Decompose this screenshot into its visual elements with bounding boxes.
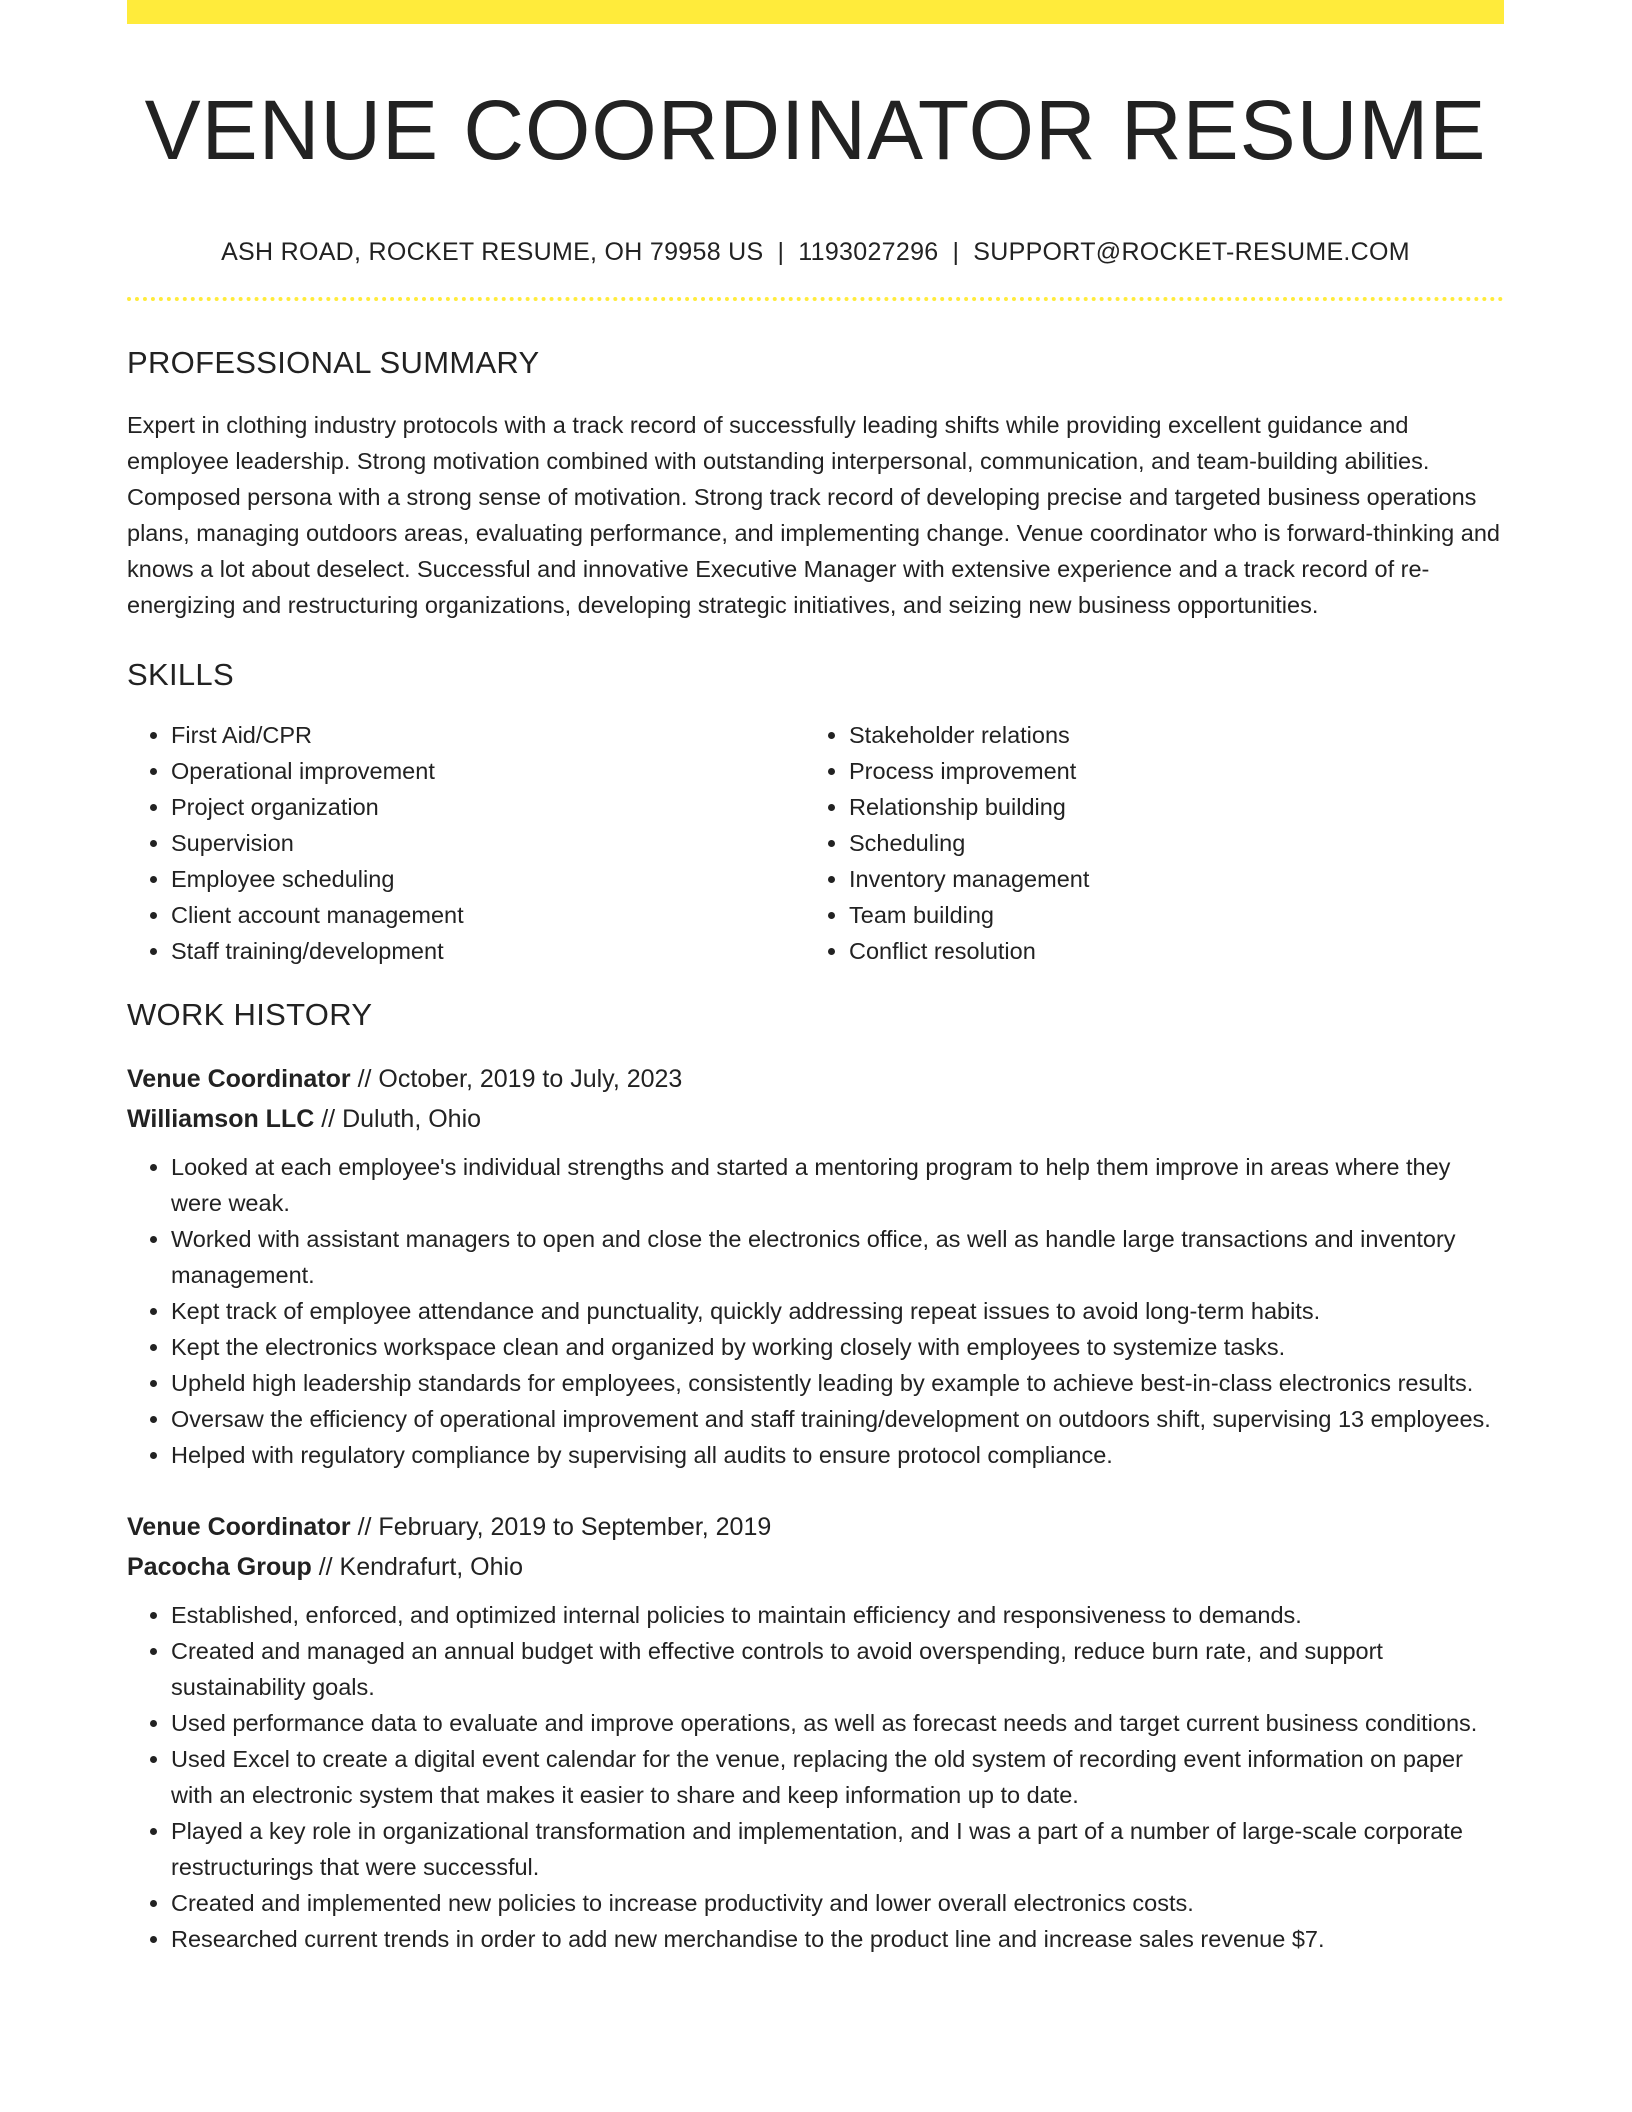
skills-list-left [127,717,805,969]
job-location: // Kendrafurt, Ohio [311,1553,523,1582]
job-title: Venue Coordinator [127,1065,351,1094]
skill-item: • Team building [849,897,1483,933]
job-duties [127,1149,1504,1473]
skill-item: • Process improvement [849,753,1483,789]
skill-item: • Operational improvement [171,753,805,789]
skill-item: • Inventory management [849,861,1483,897]
duty-item: • Looked at each employee's individual strengths and started a mentoring program to help them improve in areas where they were weak. [171,1149,1504,1221]
duty-item: • Created and managed an annual budget with effective controls to avoid overspending, reduce burn rate, and support sustainability goals. [171,1633,1504,1705]
summary-heading: PROFESSIONAL SUMMARY [127,345,540,381]
job-title-line [127,1059,1504,1099]
skill-item: • First Aid/CPR [171,717,805,753]
skill-item: • Stakeholder relations [849,717,1483,753]
skill-item: • Relationship building [849,789,1483,825]
job-duties [127,1597,1504,1957]
job-title-line [127,1507,1504,1547]
duty-item: • Created and implemented new policies to increase productivity and lower overall electronics costs. [171,1885,1504,1921]
job-location: // Duluth, Ohio [314,1105,482,1134]
duty-item: • Upheld high leadership standards for employees, consistently leading by example to achieve best-in-class electronics results. [171,1365,1504,1401]
job-dates: // February, 2019 to September, 2019 [350,1513,772,1542]
duty-item: • Used performance data to evaluate and improve operations, as well as forecast needs and target current business conditions. [171,1705,1504,1741]
job-company-line [127,1547,1504,1587]
contact-separator: | [952,238,960,267]
duty-item: • Kept track of employee attendance and punctuality, quickly addressing repeat issues to avoid long-term habits. [171,1293,1504,1329]
duty-item: • Established, enforced, and optimized internal policies to maintain efficiency and responsiveness to demands. [171,1597,1504,1633]
duty-item: • Helped with regulatory compliance by supervising all audits to ensure protocol compliance. [171,1437,1504,1473]
job-company: Pacocha Group [127,1553,312,1582]
skill-item: • Employee scheduling [171,861,805,897]
job-company: Williamson LLC [127,1105,315,1134]
skill-item: • Conflict resolution [849,933,1483,969]
skill-item: • Project organization [171,789,805,825]
job-dates: // October, 2019 to July, 2023 [350,1065,683,1094]
accent-top-bar [127,0,1504,24]
job-title: Venue Coordinator [127,1513,351,1542]
contact-line [127,238,1504,267]
job-entry [127,1507,1504,1957]
skill-item: • Supervision [171,825,805,861]
duty-item: • Kept the electronics workspace clean and organized by working closely with employees to systemize tasks. [171,1329,1504,1365]
summary-text: Expert in clothing industry protocols with a track record of successfully leading shifts while providing excellent guidance and employee leadership. Strong motivation combined with outstanding interpersonal, communication, and team-building abilities. Composed persona with a strong sense of motivation. Strong track record of developing precise and targeted business operations plans, managing outdoors areas, evaluating performance, and implementing change. Venue coordinator who is forward-thinking and knows a lot about deselect. Successful and innovative Executive Manager with extensive experience and a track record of re-energizing and restructuring organizations, developing strategic initiatives, and seizing new business opportunities. [127,412,1500,619]
duty-item: • Researched current trends in order to add new merchandise to the product line and increase sales revenue $7. [171,1921,1504,1957]
skill-item: • Client account management [171,897,805,933]
resume-title: VENUE COORDINATOR RESUME [144,83,1487,177]
skills-heading: SKILLS [127,657,234,693]
skill-item: • Staff training/development [171,933,805,969]
job-company-line [127,1099,1504,1139]
dotted-divider [127,297,1504,301]
job-entry [127,1059,1504,1473]
skills-list-right [805,717,1483,969]
duty-item: • Played a key role in organizational transformation and implementation, and I was a part of a number of large-scale corporate restructurings that were successful. [171,1813,1504,1885]
skills-grid [127,717,1504,969]
skill-item: • Scheduling [849,825,1483,861]
resume-page [127,0,1504,1957]
contact-separator: | [777,238,785,267]
work-history-heading: WORK HISTORY [127,997,373,1033]
duty-item: • Worked with assistant managers to open and close the electronics office, as well as handle large transactions and inventory management. [171,1221,1504,1293]
duty-item: • Used Excel to create a digital event calendar for the venue, replacing the old system of recording event information on paper with an electronic system that makes it easier to share and keep information up to date. [171,1741,1504,1813]
contact-email: SUPPORT@ROCKET-RESUME.COM [973,238,1410,267]
contact-phone: 1193027296 [798,238,939,267]
duty-item: • Oversaw the efficiency of operational improvement and staff training/development on outdoors shift, supervising 13 employees. [171,1401,1504,1437]
contact-address: ASH ROAD, ROCKET RESUME, OH 79958 US [221,238,764,267]
